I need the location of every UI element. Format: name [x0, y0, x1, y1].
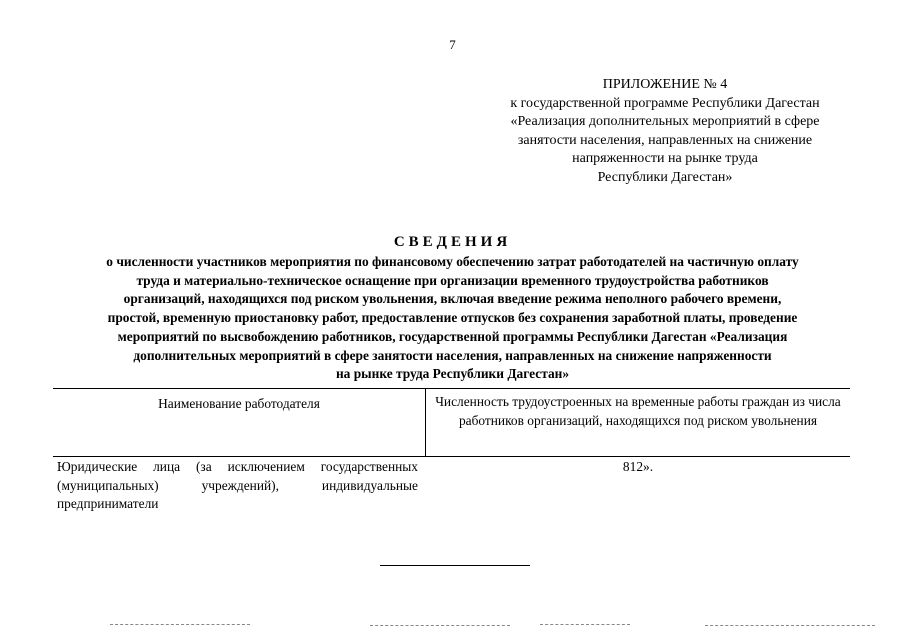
page-edge-artifacts — [0, 624, 905, 628]
document-heading: СВЕДЕНИЯ — [393, 234, 512, 250]
end-separator-line — [380, 565, 530, 566]
subheading-line: мероприятий по высвобождению работников, государственной программы Республики Дагестан «Реализация — [117, 328, 788, 344]
page-number: 7 — [449, 37, 456, 52]
column-header-count: Численность трудоустроенных на временные работы граждан из числа работников организаций, находящихся под риском увольнения — [435, 394, 841, 428]
document-subheading — [30, 253, 875, 384]
appendix-block — [470, 76, 860, 187]
appendix-title: ПРИЛОЖЕНИЕ № 4 — [602, 77, 728, 92]
subheading-line: простой, временную приостановку работ, предоставление отпусков без сохранения заработной платы, проведение — [107, 310, 798, 326]
appendix-line: к государственной программе Республики Дагестан — [510, 95, 820, 111]
subheading-line: дополнительных мероприятий в сфере занятости населения, направленных на снижение напряженности — [133, 347, 772, 363]
appendix-line: Республики Дагестан» — [597, 169, 733, 185]
table-top-border — [53, 388, 850, 389]
appendix-line: «Реализация дополнительных мероприятий в сфере — [510, 114, 820, 129]
cell-employer-line: (муниципальных) учреждений), индивидуальные — [57, 477, 418, 493]
column-header-employer: Наименование работодателя — [158, 396, 320, 411]
cell-count: 812». — [622, 459, 654, 474]
cell-employer-line: предприниматели — [57, 496, 159, 511]
subheading-line: на рынке труда Республики Дагестан» — [335, 366, 570, 382]
subheading-line: о численности участников мероприятия по финансовому обеспечению затрат работодателей на частичную оплату — [106, 254, 799, 269]
subheading-line: организаций, находящихся под риском увольнения, включая введение режима неполного рабочего времени, — [123, 291, 782, 307]
table-row — [57, 458, 418, 514]
cell-employer-line: Юридические лица (за исключением государственных — [57, 459, 418, 474]
appendix-line: занятости населения, направленных на снижение — [517, 132, 813, 148]
subheading-line: труда и материально-техническое оснащение при организации временного трудоустройства работников — [136, 272, 769, 288]
table-column-divider — [425, 388, 426, 457]
appendix-line: напряженности на рынке труда — [572, 151, 758, 166]
table-header-border — [53, 456, 850, 457]
